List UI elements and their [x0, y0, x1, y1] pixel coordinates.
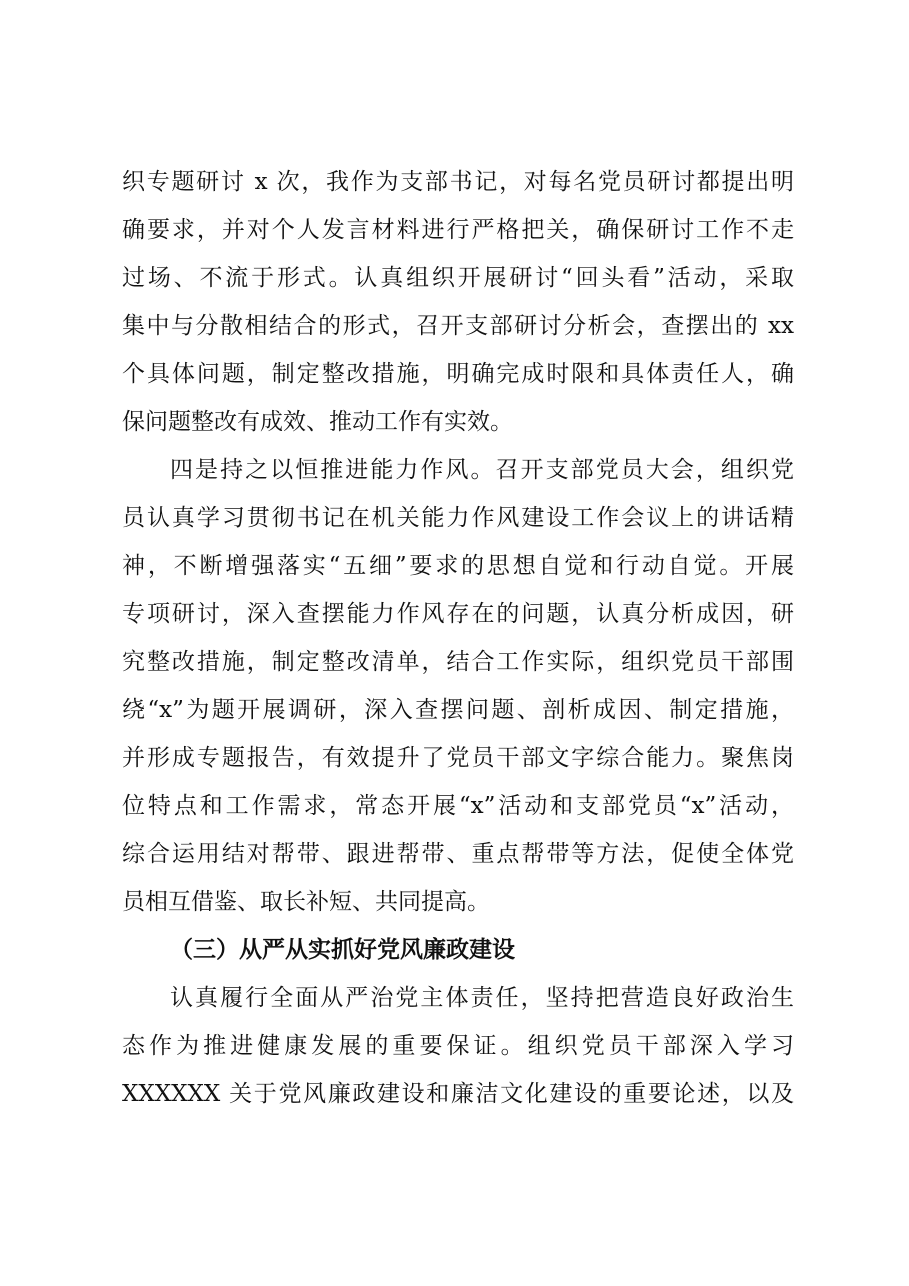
paragraph-line: 织专题研讨 x 次，我作为支部书记，对每名党员研讨都提出明 — [122, 169, 794, 195]
paragraph-line: 究整改措施，制定整改清单，结合工作实际，组织党员干部围 — [122, 649, 794, 675]
paragraph-line: 并形成专题报告，有效提升了党员干部文字综合能力。聚焦岗 — [122, 745, 794, 771]
paragraph-line: 绕“x”为题开展调研，深入查摆问题、剖析成因、制定措施， — [122, 697, 794, 723]
paragraph-line: XXXXXX 关于党风廉政建设和廉洁文化建设的重要论述，以及 — [122, 1081, 794, 1107]
paragraph-line: 态作为推进健康发展的重要保证。组织党员干部深入学习 — [122, 1033, 794, 1059]
section-heading: （三）从严从实抓好党风廉政建设 — [170, 937, 515, 963]
paragraph-line: 过场、不流于形式。认真组织开展研讨“回头看”活动，采取 — [122, 265, 794, 291]
paragraph-line: 员认真学习贯彻书记在机关能力作风建设工作会议上的讲话精 — [122, 505, 794, 531]
paragraph-line: 个具体问题，制定整改措施，明确完成时限和具体责任人，确 — [122, 361, 794, 387]
paragraph-line: 专项研讨，深入查摆能力作风存在的问题，认真分析成因，研 — [122, 601, 794, 627]
paragraph-line: 员相互借鉴、取长补短、共同提高。 — [122, 889, 490, 915]
paragraph-line: 保问题整改有成效、推动工作有实效。 — [122, 409, 513, 435]
paragraph-line: 认真履行全面从严治党主体责任，坚持把营造良好政治生 — [170, 985, 794, 1011]
paragraph-line: 确要求，并对个人发言材料进行严格把关，确保研讨工作不走 — [122, 217, 794, 243]
paragraph-line: 综合运用结对帮带、跟进帮带、重点帮带等方法，促使全体党 — [122, 841, 794, 867]
paragraph-line: 集中与分散相结合的形式，召开支部研讨分析会，查摆出的 xx — [122, 313, 794, 339]
paragraph-line: 神，不断增强落实“五细”要求的思想自觉和行动自觉。开展 — [122, 553, 794, 579]
paragraph-line: 四是持之以恒推进能力作风。召开支部党员大会，组织党 — [170, 457, 794, 483]
paragraph-line: 位特点和工作需求，常态开展“x”活动和支部党员“x”活动， — [122, 793, 794, 819]
